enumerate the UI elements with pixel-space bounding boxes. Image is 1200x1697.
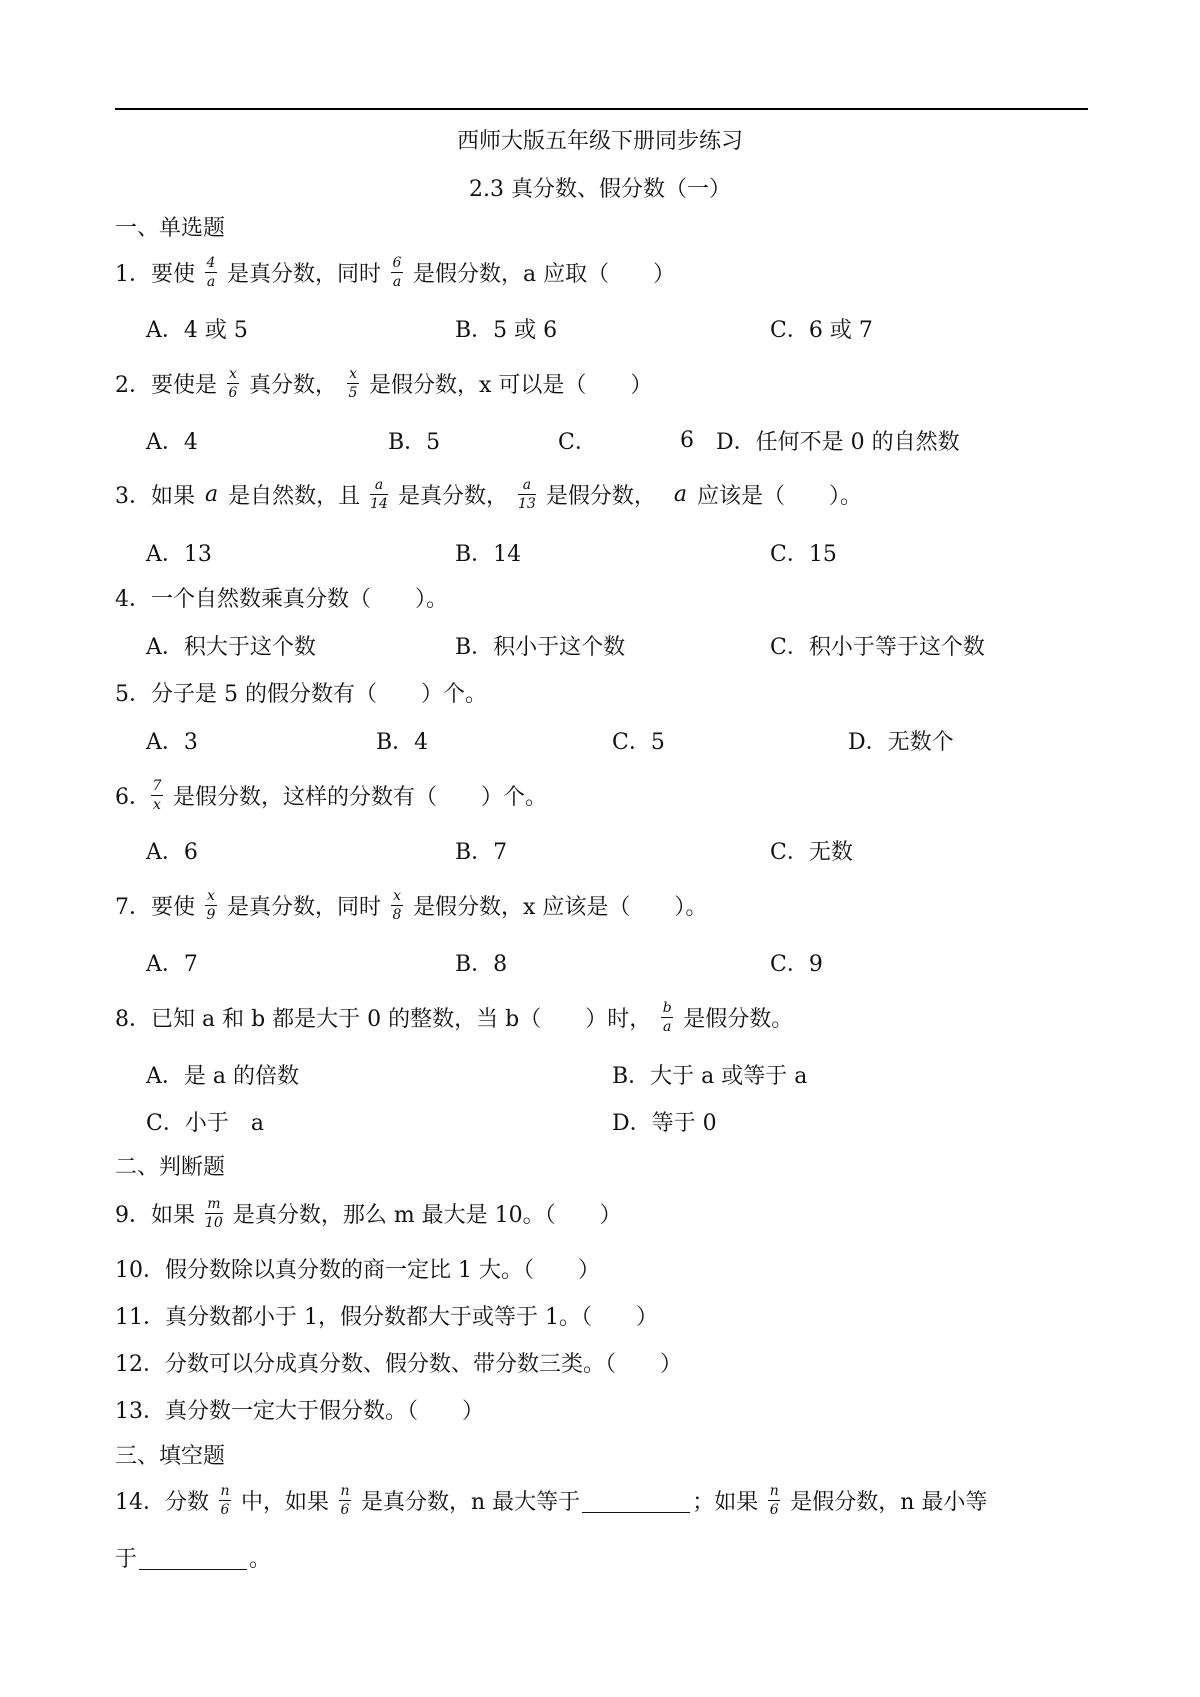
question-4: 4．一个自然数乘真分数（ ）。 [115,586,448,612]
q3-option-a: A．13 [146,541,212,567]
q7-option-a: A．7 [146,951,198,977]
q8-option-a: A．是 a 的倍数 [146,1063,299,1089]
fraction-m-over-10: $\frac{m}{10}$ [205,1195,223,1231]
question-14: 14．分数 $\frac{n}{6}$ 中，如果 $\frac{n}{6}$ 是真分数，n 最大等于 ；如果 $\frac{n}{6}$ 是假分数，n 最小等 [115,1482,988,1518]
section-heading-true-false: 二、判断题 [115,1154,226,1180]
q1-option-a: A．4 或 5 [146,317,248,343]
fraction-n-over-6: $\frac{n}{6}$ [220,1482,230,1518]
fraction-x-over-6: $\frac{x}{6}$ [228,365,238,401]
answer-blank-1[interactable] [582,1488,690,1513]
q3-option-b: B．14 [455,541,522,567]
q6-option-a: A．6 [146,839,198,865]
q6-option-b: B．7 [455,839,508,865]
q5-option-b: B．4 [376,729,429,755]
question-3: 3．如果 a 是自然数，且 $\frac{a}{14}$ 是真分数， $\frac{a}{13}$ 是假分数， a 应该是（ ）。 [115,476,862,512]
fraction-x-over-5: $\frac{x}{5}$ [348,365,358,401]
fraction-x-over-8: $\frac{x}{8}$ [392,887,402,923]
answer-blank-2[interactable] [139,1545,247,1570]
question-13: 13．真分数一定大于假分数。（ ） [115,1398,484,1424]
page-subtitle: 2.3 真分数、假分数（一） [469,177,731,202]
fraction-7-over-x: $\frac{7}{x}$ [152,777,162,813]
q4-option-b: B．积小于这个数 [455,634,626,660]
fraction-b-over-a: $\frac{b}{a}$ [662,999,672,1035]
fraction-x-over-9: $\frac{x}{9}$ [206,887,216,923]
fraction-a-over-14: $\frac{a}{14}$ [370,476,388,512]
page-title: 西师大版五年级下册同步练习 [456,129,743,154]
question-12: 12．分数可以分成真分数、假分数、带分数三类。（ ） [115,1351,682,1377]
q1-option-b: B．5 或 6 [455,317,558,343]
q5-option-d: D．无数个 [848,729,954,755]
question-7: 7．要使 $\frac{x}{9}$ 是真分数，同时 $\frac{x}{8}$ 是假分数，x 应该是（ ）。 [115,887,708,923]
q5-option-c: C．5 [612,729,665,755]
variable-a: a [205,481,219,507]
fraction-6-over-a: $\frac{6}{a}$ [392,254,402,290]
question-11: 11．真分数都小于 1，假分数都大于或等于 1。（ ） [115,1304,658,1330]
q2-option-c: C． [558,429,597,455]
q6-option-c: C．无数 [770,839,853,865]
q2-option-c-value: 6 [680,427,694,453]
q4-option-c: C．积小于等于这个数 [770,634,985,660]
header-rule [115,108,1088,110]
question-9: 9．如果 $\frac{m}{10}$ 是真分数，那么 m 最大是 10。（ ） [115,1195,622,1231]
q7-option-b: B．8 [455,951,508,977]
fraction-a-over-13: $\frac{a}{13}$ [517,476,536,512]
section-heading-single-choice: 一、单选题 [115,215,226,241]
q5-option-a: A．3 [146,729,198,755]
q8-option-b: B．大于 a 或等于 a [612,1063,808,1089]
question-6: 6． $\frac{7}{x}$ 是假分数，这样的分数有（ ）个。 [115,777,548,813]
question-5: 5．分子是 5 的假分数有（ ）个。 [115,681,487,707]
q4-option-a: A．积大于这个数 [146,634,316,660]
q2-option-d: D．任何不是 0 的自然数 [716,429,960,455]
fraction-n-over-6: $\frac{n}{6}$ [340,1482,350,1518]
q3-option-c: C．15 [770,541,837,567]
question-10: 10．假分数除以真分数的商一定比 1 大。（ ） [115,1257,600,1283]
q7-option-c: C．9 [770,951,823,977]
q1-option-c: C．6 或 7 [770,317,873,343]
q8-option-c: C．小于 a [146,1110,264,1136]
q2-option-a: A．4 [146,429,198,455]
fraction-n-over-6: $\frac{n}{6}$ [769,1482,779,1518]
question-14-continued: 于 。 [115,1546,272,1572]
q2-option-b: B．5 [388,429,441,455]
q8-option-d: D．等于 0 [612,1110,717,1136]
question-1: 1．要使 $\frac{4}{a}$ 是真分数，同时 $\frac{6}{a}$ 是假分数，a 应取（ ） [115,254,676,290]
question-2: 2．要使是 $\frac{x}{6}$ 真分数， $\frac{x}{5}$ 是假分数，x 可以是（ ） [115,365,653,401]
variable-a: a [673,481,687,507]
section-heading-fill-in: 三、填空题 [115,1443,226,1469]
fraction-4-over-a: $\frac{4}{a}$ [206,254,216,290]
question-8: 8．已知 a 和 b 都是大于 0 的整数，当 b（ ）时， $\frac{b}{a}$ 是假分数。 [115,999,794,1035]
